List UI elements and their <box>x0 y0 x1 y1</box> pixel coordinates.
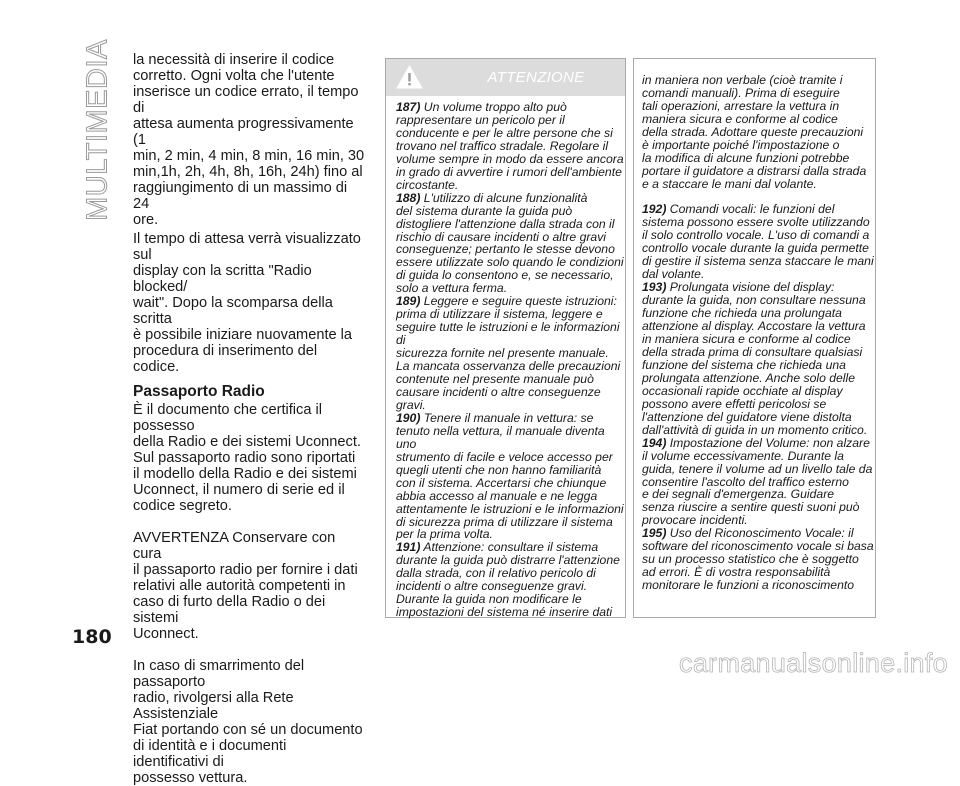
note-text: Uso del Riconoscimento Vocale: il software del riconoscimento vocale si basa su un processo statistico che è soggetto ad errori. È di vostra responsabilità monitorare le funzioni a riconoscimento <box>642 526 874 593</box>
note-text: Leggere e seguire queste istruzioni: prima di utilizzare il sistema, leggere e seguire tutte le istruzioni e le informazioni di sicurezza fornite nel presente manuale. La mancata osservanza delle precauzioni contenute nel presente manuale può causare incidenti o altre conseguenze gravi. <box>396 294 621 412</box>
note-number: 191) <box>396 540 421 555</box>
note-text: Comandi vocali: le funzioni del sistema possono essere svolte utilizzando il solo controllo vocale. L'uso di comandi a controllo vocale durante la guida permette di gestire il sistema senza staccare le mani dal volante. <box>642 202 874 282</box>
note-item <box>396 295 624 412</box>
note-number: 194) <box>642 435 667 450</box>
note-number: 193) <box>642 280 667 295</box>
warning-triangle-icon <box>396 65 423 89</box>
note-number: 192) <box>642 202 667 217</box>
note-number: 189) <box>396 294 421 309</box>
note-item <box>396 541 624 619</box>
note-number: 188) <box>396 190 421 205</box>
note-item <box>396 192 624 296</box>
note-text: Tenere il manuale in vettura: se tenuto nella vettura, il manuale diventa uno strumento di facile e veloce accesso per quegli utenti che non hanno familiarità con il sistema. Accertarsi che chiunque abbia accesso al manuale e ne legga attentamente le istruzioni e le informazioni di sicurezza prima di utilizzare il sistema per la prima volta. <box>396 410 624 542</box>
paragraph-code-wait: la necessità di inserire il codice corretto. Ogni volta che l'utente inserisce un codice errato, il tempo di attesa aumenta progressivamente (1 min, 2 min, 4 min, 8 min, 16 min, 30 min,1h, 2h, 4h, 8h, 16h, 24h) fino al raggiungimento di un massimo di 24 ore. <box>133 52 365 228</box>
note-item <box>642 527 875 592</box>
note-continuation: in maniera non verbale (cioè tramite i comandi manuali). Prima di eseguire tali operazioni, arrestare la vettura in maniera sicura e conforme al codice della strada. Adottare queste precauzioni è importante poiché l'impostazione o la modifica di alcune funzioni potrebbe portare il guidatore a distrarsi dalla strada e a staccare le mani dal volante. <box>642 72 867 191</box>
note-item <box>642 437 875 528</box>
note-item <box>642 203 875 281</box>
paragraph-radio-blocked: Il tempo di attesa verrà visualizzato sul display con la scritta "Radio blocked/ wait". Dopo la scomparsa della scritta è possibile iniziare nuovamente la procedura di inserimento del codice. <box>133 231 361 375</box>
section-heading: Passaporto Radio <box>133 383 265 400</box>
watermark: carmanualsonline.info <box>679 648 948 678</box>
section-tab-label: MULTIMEDIA <box>81 39 114 221</box>
section-tab <box>78 39 118 221</box>
note-item <box>396 101 624 192</box>
paragraph-lost-passport: In caso di smarrimento del passaporto radio, rivolgersi alla Rete Assistenziale Fiat portando con sé un documento di identità e i documenti identificativi di possesso vettura. <box>133 658 363 786</box>
note-text: L'utilizzo di alcune funzionalità del sistema durante la guida può distogliere l'attenzione dalla strada con il rischio di causare incidenti o altre gravi conseguenze; pertanto le stesse devono essere utilizzate solo quando le condizioni di guida lo consentono e, se necessario, solo a vettura ferma. <box>396 190 624 296</box>
paragraph-passport: È il documento che certifica il possesso della Radio e dei sistemi Uconnect. Sul passaporto radio sono riportati il modello della Radio e dei sistemi Uconnect, il numero di serie ed il codice segreto. <box>133 402 361 514</box>
note-item <box>396 412 624 542</box>
warning-box <box>385 58 626 618</box>
body-column-right <box>633 58 876 618</box>
note-number: 195) <box>642 526 667 541</box>
warning-title: ATTENZIONE <box>487 69 585 86</box>
note-item <box>642 281 875 436</box>
note-text: Impostazione del Volume: non alzare il volume eccessivamente. Durante la guida, tenere il volume ad un livello tale da consentire l'ascolto del traffico esterno e dei segnali d'emergenza. Guidare senza riuscire a sentire questi suoni può provocare incidenti. <box>642 435 873 528</box>
warning-notes <box>396 101 624 619</box>
note-text: Attenzione: consultare il sistema durante la guida può distrarre l'attenzione dalla strada, con il relativo pericolo di incidenti o altre conseguenze gravi. Durante la guida non modificare le impostazioni del sistema né inserire dati <box>396 540 620 620</box>
note-number: 187) <box>396 100 421 114</box>
note-text: Un volume troppo alto può rappresentare un pericolo per il conducente e per le altre persone che si trovano nel traffico stradale. Regolare il volume sempre in modo da essere ancora in grado di avvertire i rumori dell'ambiente circostante. <box>396 100 624 192</box>
page-number: 180 <box>72 626 112 648</box>
paragraph-warning: AVVERTENZA Conservare con cura il passaporto radio per fornire i dati relativi alle autorità competenti in caso di furto della Radio o dei sistemi Uconnect. <box>133 530 358 642</box>
body-column-left <box>133 52 365 786</box>
note-number: 190) <box>396 410 421 425</box>
note-text: Prolungata visione del display: durante la guida, non consultare nessuna funzione che richieda una prolungata attenzione al display. Accostare la vettura in maniera sicura e conforme al codice della strada prima di consultare qualsiasi funzione del sistema che richieda una prolungata attenzione. Anche solo delle occasionali rapide occhiate al display possono avere effetti pericolosi se l'attenzione del guidatore viene distolta dall'attività di guida in un momento critico. <box>642 280 868 437</box>
warning-header <box>386 59 625 96</box>
